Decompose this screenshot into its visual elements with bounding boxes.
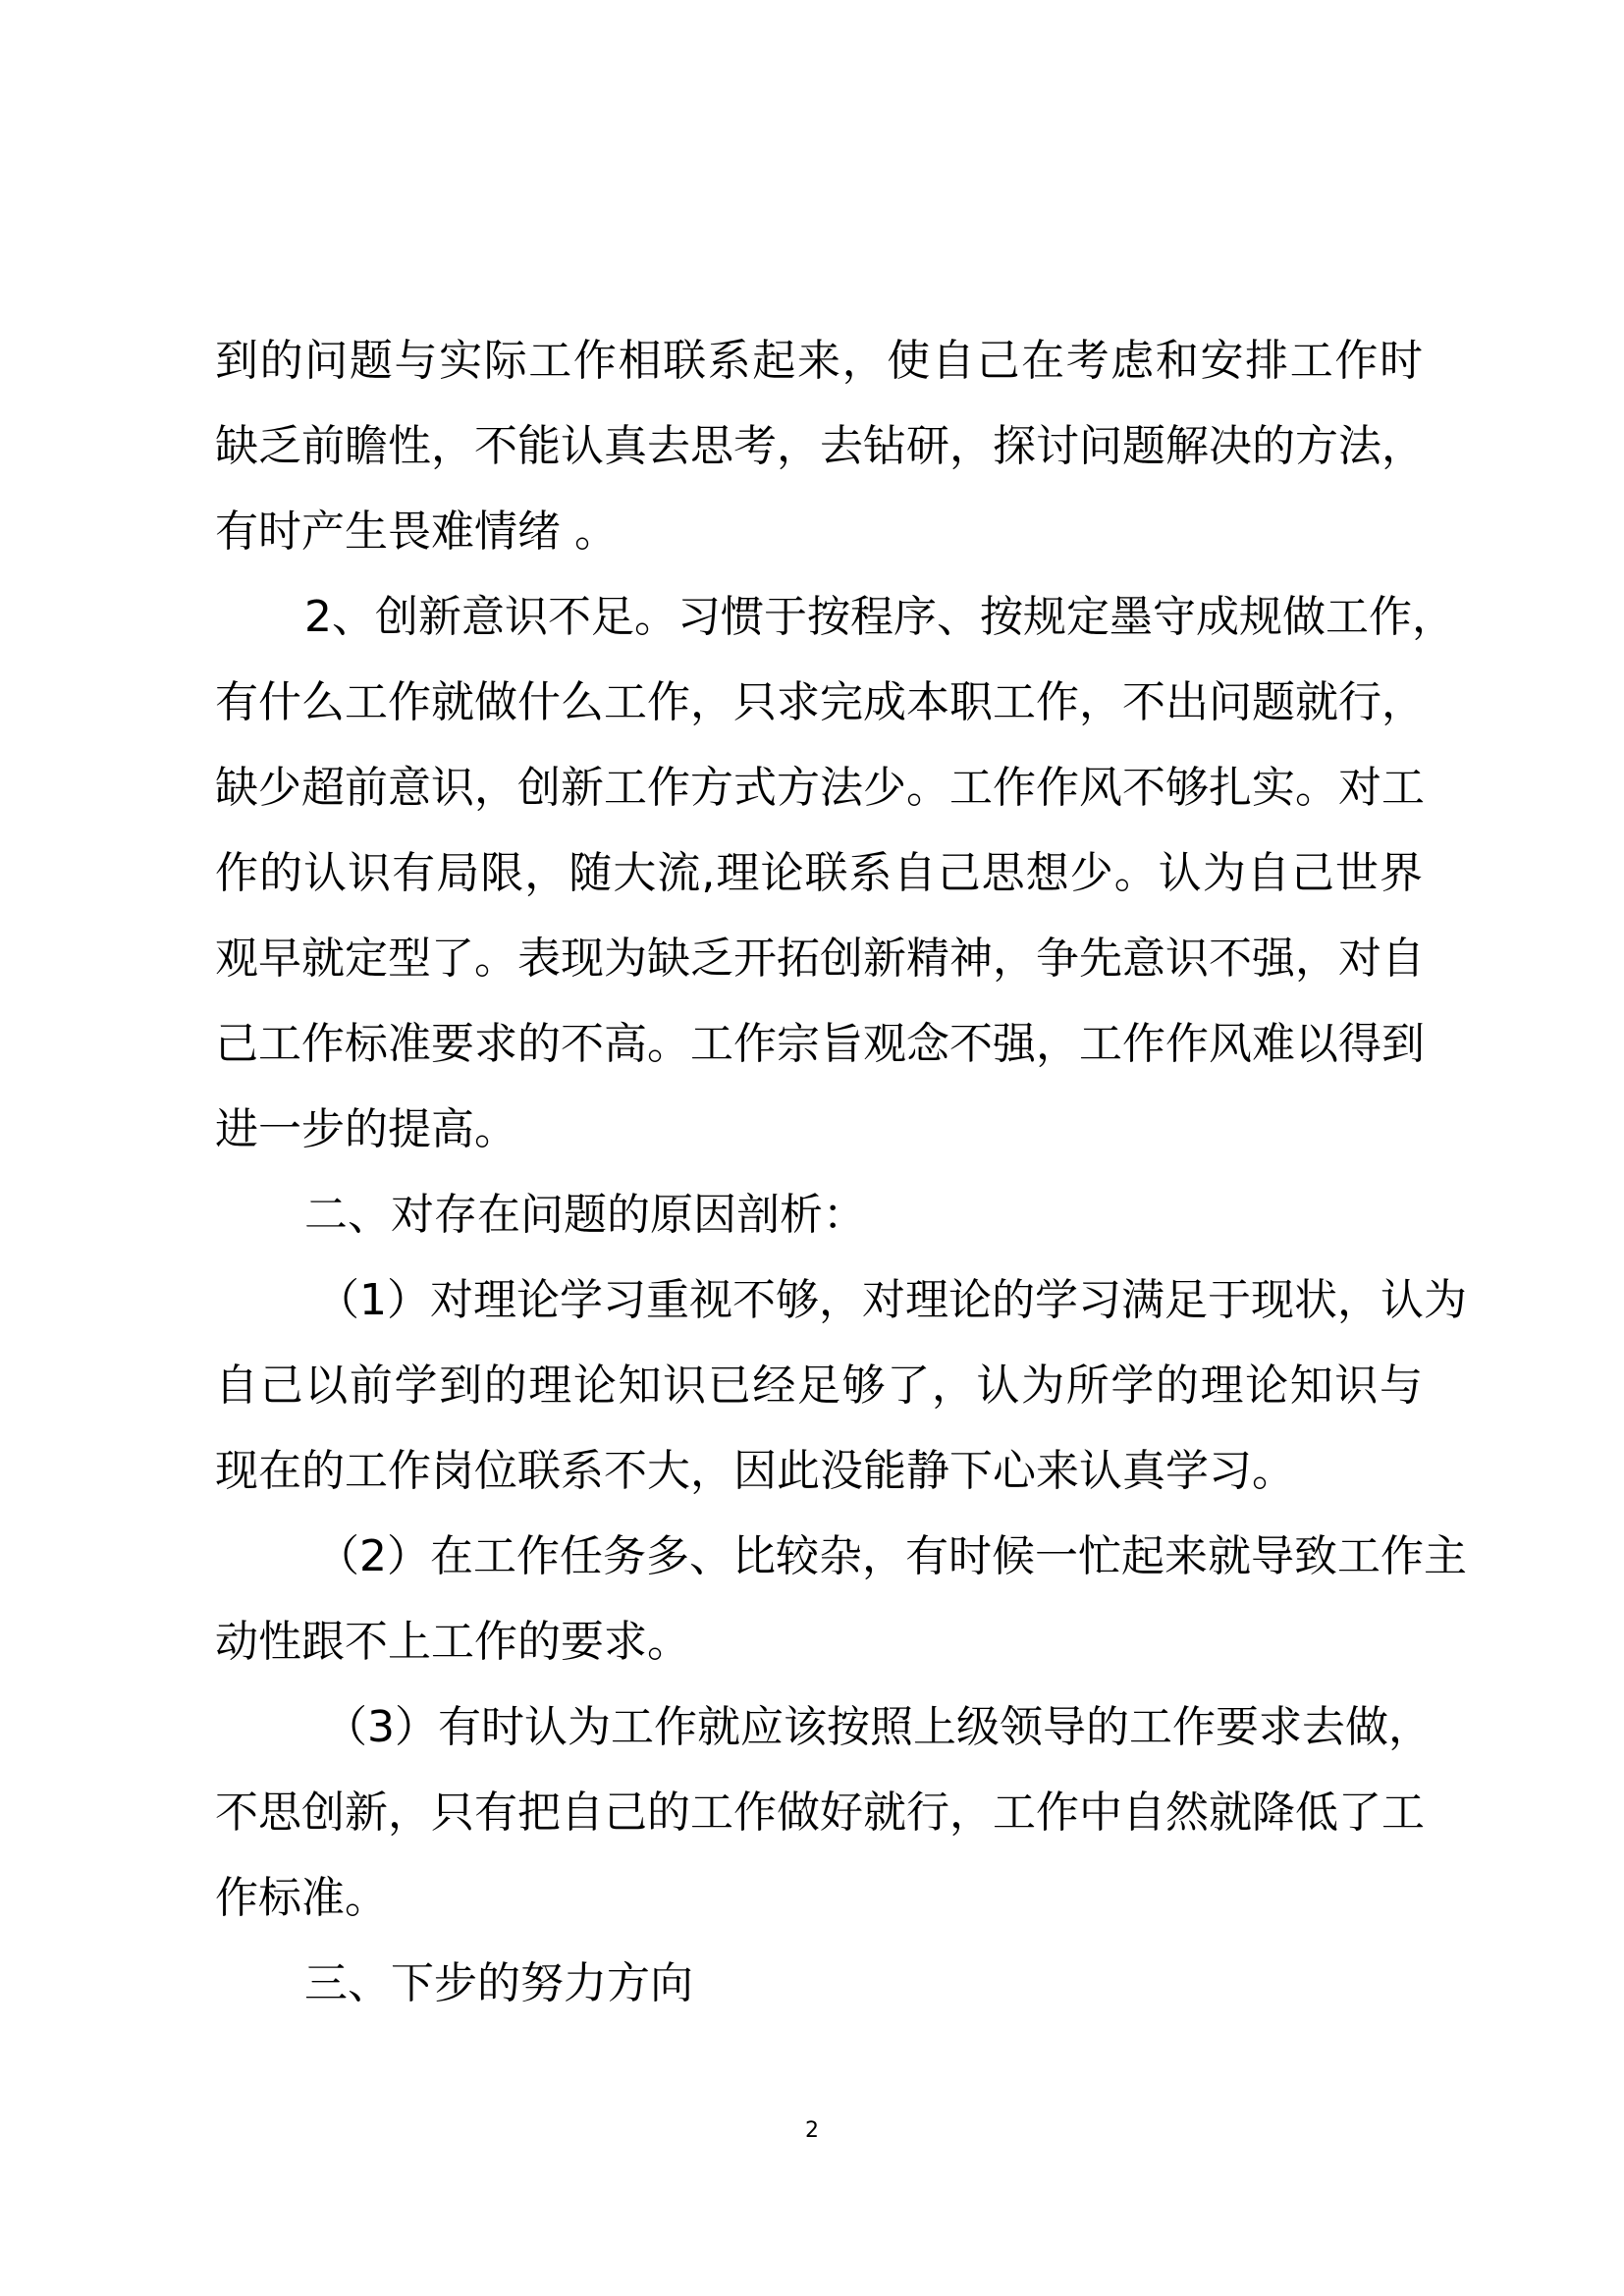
item-3-line-1: （3）有时认为工作就应该按照上级领导的工作要求去做，	[324, 1702, 1432, 1752]
paragraph-2-line-5: 观早就定型了。表现为缺乏开拓创新精神，争先意识不强，对自	[215, 934, 1425, 984]
item-3-line-2: 不思创新，只有把自己的工作做好就行，工作中自然就降低了工	[215, 1788, 1425, 1838]
item-1-line-1: （1）对理论学习重视不够，对理论的学习满足于现状，认为	[316, 1275, 1467, 1325]
item-2-line-1: （2）在工作任务多、比较杂，有时候一忙起来就导致工作主	[316, 1531, 1467, 1581]
paragraph-1-line-1: 到的问题与实际工作相联系起来，使自己在考虑和安排工作时	[215, 336, 1423, 386]
paragraph-2-line-4: 作的认识有局限，随大流,理论联系自己思想少。认为自己世界	[215, 848, 1423, 898]
item-1-line-2: 自己以前学到的理论知识已经足够了，认为所学的理论知识与	[215, 1361, 1423, 1411]
item-2-line-2: 动性跟不上工作的要求。	[215, 1617, 690, 1667]
section-heading-3: 三、下步的努力方向	[304, 1958, 693, 2008]
section-heading-2: 二、对存在问题的原因剖析：	[304, 1190, 866, 1240]
item-1-line-3: 现在的工作岗位联系不大，因此没能静下心来认真学习。	[215, 1446, 1295, 1496]
paragraph-2-line-1: 2、创新意识不足。习惯于按程序、按规定墨守成规做工作，	[304, 592, 1455, 642]
item-3-line-3: 作标准。	[215, 1873, 388, 1923]
paragraph-2-line-3: 缺少超前意识，创新工作方式方法少。工作作风不够扎实。对工	[215, 763, 1425, 813]
paragraph-2-line-2: 有什么工作就做什么工作，只求完成本职工作，不出问题就行，	[215, 677, 1425, 727]
paragraph-2-line-7: 进一步的提高。	[215, 1104, 517, 1154]
paragraph-1-line-3: 有时产生畏难情绪 。	[215, 507, 618, 557]
paragraph-2-line-6: 己工作标准要求的不高。工作宗旨观念不强，工作作风难以得到	[215, 1019, 1425, 1069]
page-number: 2	[805, 2118, 819, 2143]
paragraph-1-line-2: 缺乏前瞻性，不能认真去思考，去钻研，探讨问题解决的方法，	[215, 421, 1425, 471]
